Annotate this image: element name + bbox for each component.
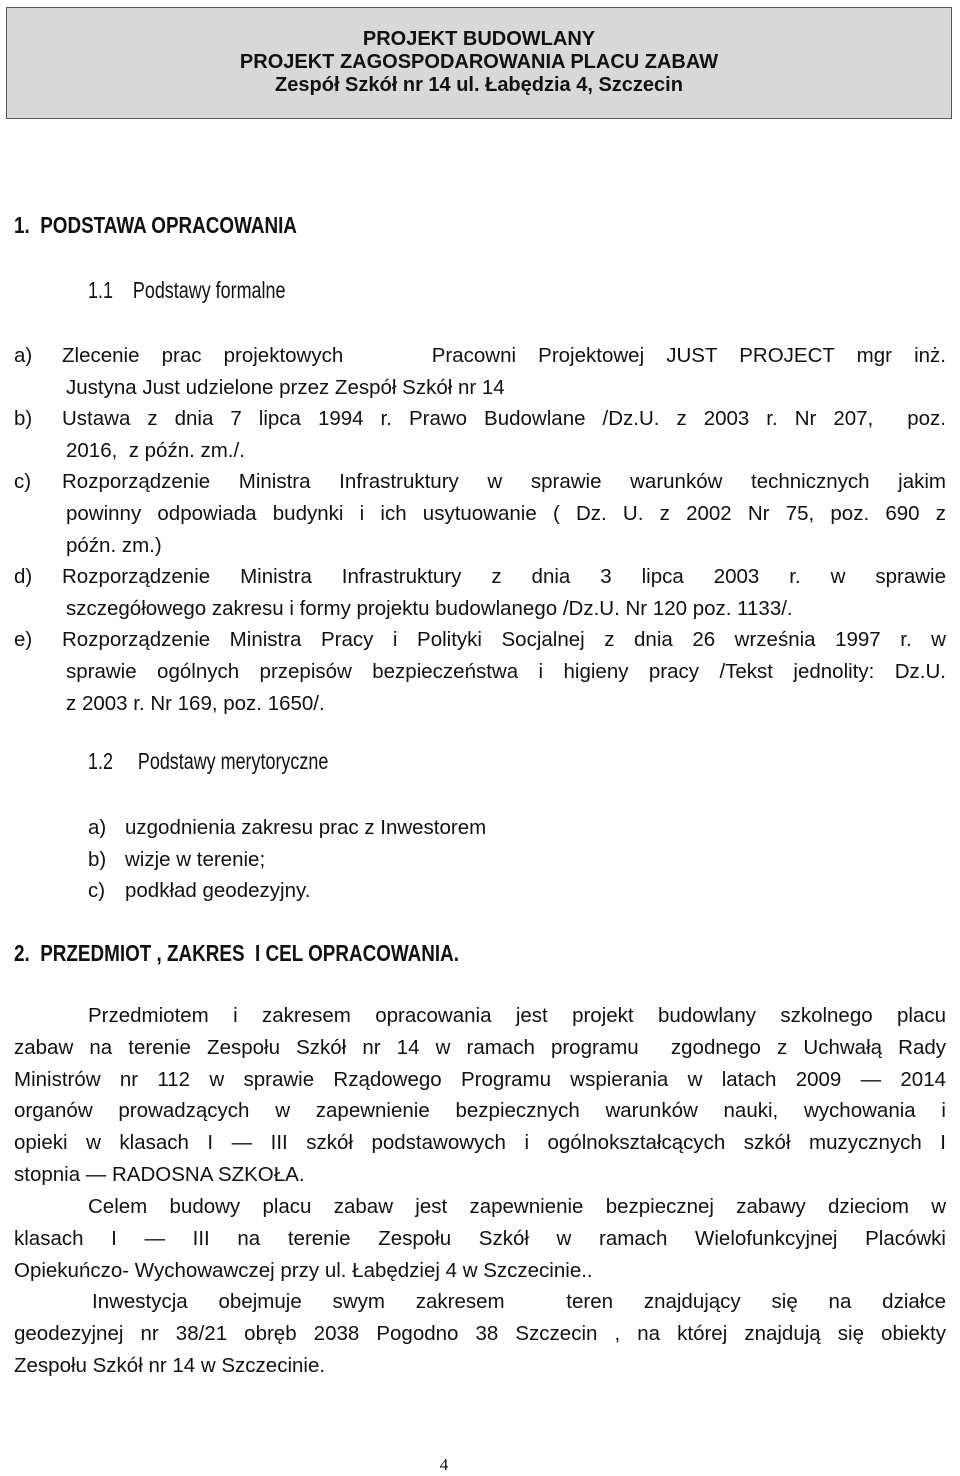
- list-item-label: a): [14, 344, 33, 367]
- list-item-line: Justyna Just udzielone przez Zespół Szkół nr 14: [66, 375, 505, 399]
- list-item-line: Rozporządzenie Ministra Infrastruktury w sprawie warunków technicznych jakim: [62, 470, 946, 494]
- document-header: [6, 7, 952, 119]
- paragraph-line: zabaw na terenie Zespołu Szkół nr 14 w ramach programu zgodnego z Uchwałą Rady: [14, 1035, 946, 1059]
- list-item: [14, 561, 946, 624]
- section-1-heading: [14, 212, 297, 239]
- list-item-text: wizje w terenie;: [125, 847, 266, 871]
- subsection-1-1-heading: [88, 277, 285, 304]
- list-item-line: 2016, z późn. zm./.: [66, 438, 245, 462]
- substantive-basis-list: [88, 812, 486, 907]
- list-item-line: Ustawa z dnia 7 lipca 1994 r. Prawo Budowlane /Dz.U. z 2003 r. Nr 207, poz.: [62, 407, 946, 431]
- paragraph-line: Celem budowy placu zabaw jest zapewnienie bezpiecznej zabawy dzieciom w: [88, 1195, 946, 1218]
- section-2-number: 2.: [14, 940, 30, 966]
- list-item-line: szczegółowego zakresu i formy projektu budowlanego /Dz.U. Nr 120 poz. 1133/.: [66, 596, 793, 620]
- list-item-label: d): [14, 565, 33, 589]
- subsection-1-1-title: Podstawy formalne: [132, 277, 286, 303]
- paragraph-line: klasach I — III na terenie Zespołu Szkół w ramach Wielofunkcyjnej Placówki: [14, 1226, 946, 1250]
- list-item: [88, 844, 486, 876]
- paragraph-line: Opiekuńczo- Wychowawczej przy ul. Łabędziej 4 w Szczecinie..: [14, 1258, 593, 1282]
- subsection-1-1-number: 1.1: [88, 277, 113, 303]
- list-item-line: Rozporządzenie Ministra Infrastruktury z dnia 3 lipca 2003 r. w sprawie: [62, 565, 946, 589]
- subsection-1-2-number: 1.2: [88, 748, 113, 774]
- list-item-text: uzgodnienia zakresu prac z Inwestorem: [125, 816, 487, 839]
- list-item-label: b): [88, 847, 107, 871]
- section-2-title: PRZEDMIOT , ZAKRES I CEL OPRACOWANIA.: [40, 940, 460, 966]
- paragraph-line: Przedmiotem i zakresem opracowania jest projekt budowlany szkolnego placu: [88, 1004, 946, 1027]
- list-item-label: a): [88, 816, 107, 839]
- list-item: [88, 875, 486, 907]
- list-item: [14, 624, 946, 719]
- list-item-line: późn. zm.): [66, 533, 162, 557]
- subsection-1-2-heading: [88, 748, 328, 775]
- page-number: 4: [439, 1455, 449, 1474]
- list-item: [14, 466, 946, 561]
- list-item-label: b): [14, 407, 33, 431]
- paragraph-line: organów prowadzących w zapewnienie bezpiecznych warunków nauki, wychowania i: [14, 1099, 946, 1123]
- header-subtitle: PROJEKT ZAGOSPODAROWANIA PLACU ZABAW: [239, 51, 719, 73]
- list-item-line: powinny odpowiada budynki i ich usytuowanie ( Dz. U. z 2002 Nr 75, poz. 690 z: [66, 501, 946, 525]
- list-item-label: c): [88, 879, 106, 902]
- list-item: [14, 403, 946, 466]
- header-title: PROJEKT BUDOWLANY: [362, 28, 596, 50]
- section-2-heading: [14, 940, 459, 967]
- paragraph-investment: [14, 1286, 946, 1381]
- paragraph-line: opieki w klasach I — III szkół podstawowych i ogólnokształcących szkół muzycznych I: [14, 1131, 946, 1155]
- list-item-label: c): [14, 470, 32, 494]
- formal-basis-list: [14, 340, 946, 719]
- paragraph-subject: [14, 1000, 946, 1191]
- paragraph-line: Ministrów nr 112 w sprawie Rządowego Programu wspierania w latach 2009 — 2014: [14, 1067, 946, 1091]
- paragraph-line: Inwestycja obejmuje swym zakresem teren znajdujący się na działce: [92, 1290, 946, 1313]
- header-address: Zespół Szkół nr 14 ul. Łabędzia 4, Szczecin: [275, 74, 683, 96]
- subsection-1-2-title: Podstawy merytoryczne: [137, 748, 329, 774]
- list-item-line: Rozporządzenie Ministra Pracy i Polityki Socjalnej z dnia 26 września 1997 r. w: [62, 628, 946, 652]
- paragraph-line: geodezyjnej nr 38/21 obręb 2038 Pogodno 38 Szczecin , na której znajdują się obiekty: [14, 1321, 946, 1345]
- list-item-line: Zlecenie prac projektowych Pracowni Projektowej JUST PROJECT mgr inż.: [62, 344, 946, 367]
- list-item-line: z 2003 r. Nr 169, poz. 1650/.: [66, 691, 325, 715]
- list-item-line: sprawie ogólnych przepisów bezpieczeństwa i higieny pracy /Tekst jednolity: Dz.U.: [66, 659, 946, 683]
- list-item-label: e): [14, 628, 33, 652]
- section-1-title: PODSTAWA OPRACOWANIA: [40, 212, 297, 238]
- list-item: [14, 340, 946, 403]
- paragraph-goal: [14, 1191, 946, 1286]
- paragraph-line: Zespołu Szkół nr 14 w Szczecinie.: [14, 1353, 326, 1377]
- list-item-text: podkład geodezyjny.: [125, 879, 311, 902]
- paragraph-line: stopnia — RADOSNA SZKOŁA.: [14, 1162, 305, 1186]
- section-1-number: 1.: [14, 212, 30, 238]
- list-item: [88, 812, 486, 844]
